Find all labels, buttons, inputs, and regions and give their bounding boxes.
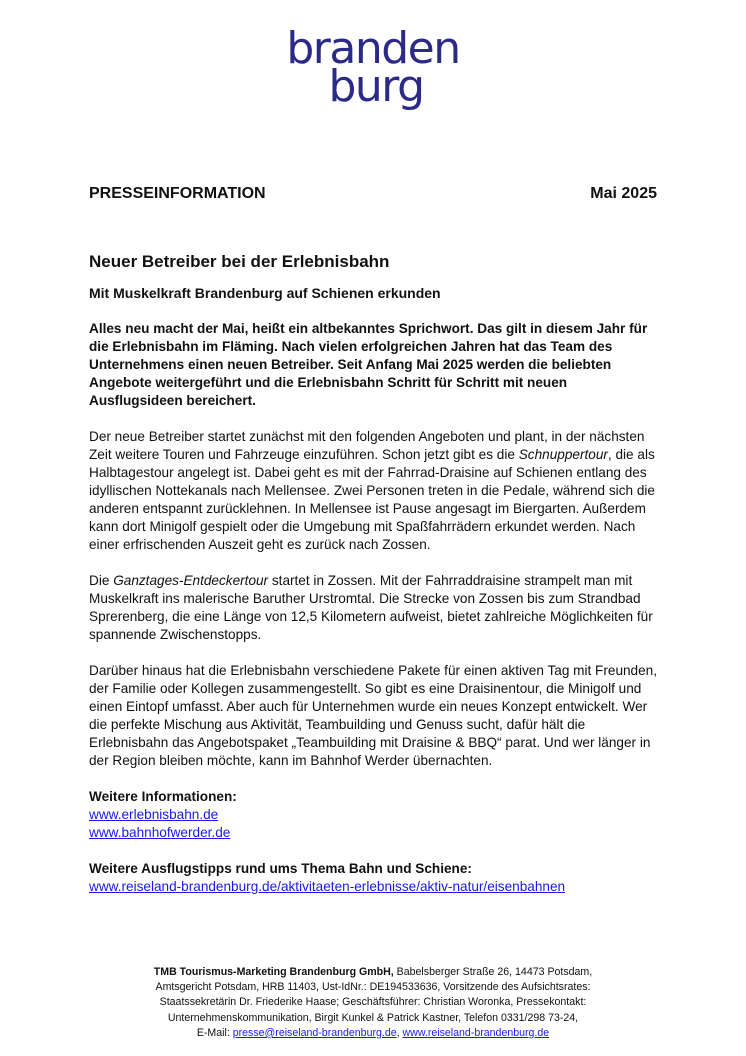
paragraph-schnuppertour bbox=[89, 428, 659, 554]
paragraph-text: Die bbox=[89, 573, 114, 588]
footer-line: Amtsgericht Potsdam, HRB 11403, Ust-IdNr.: DE194533636, Vorsitzende des Aufsichtsrates: bbox=[155, 981, 591, 994]
paragraph-text: , die als Halbtagestour angelegt ist. Dabei geht es mit der Fahrrad-Draisine auf Schienen entlang des idyllischen Nottekanals nach Mellensee. Zwei Personen treten in die Pedale, während sich die anderen entspannt zurücklehnen. In Mellensee ist Pause angesagt im Biergarten. Außerdem kann dort Minigolf gespielt oder die Umgebung mit Spaßfahrrädern erkundet werden. Nach einer erfrischenden Auszeit geht es zurück nach Zossen. bbox=[89, 447, 655, 552]
footer-website-link[interactable]: www.reiseland-brandenburg.de bbox=[402, 1026, 550, 1039]
footer-separator: , bbox=[396, 1026, 403, 1039]
document-header bbox=[89, 185, 657, 203]
link-bahnhofwerder[interactable]: www.bahnhofwerder.de bbox=[89, 825, 231, 840]
footer-line: Unternehmenskommunikation, Birgit Kunkel & Patrick Kastner, Telefon 0331/298 73-24, bbox=[167, 1011, 579, 1024]
paragraph-text: Der neue Betreiber startet zunächst mit den folgenden Angeboten und plant, in der nächsten Zeit weitere Touren und Fahrzeuge einzuführen. Schon jetzt gibt es die bbox=[89, 429, 645, 462]
footer-email-label: E-Mail: bbox=[196, 1026, 233, 1039]
tour-name-emphasis: Ganztages-Entdeckertour bbox=[113, 573, 269, 588]
footer-imprint bbox=[60, 965, 686, 1041]
article-body bbox=[89, 320, 659, 914]
footer-line bbox=[60, 965, 686, 980]
tips-section bbox=[89, 860, 659, 896]
footer-email-link[interactable]: presse@reiseland-brandenburg.de bbox=[232, 1026, 397, 1039]
lead-paragraph: Alles neu macht der Mai, heißt ein altbekanntes Sprichwort. Das gilt in diesem Jahr für die Erlebnisbahn im Fläming. Nach vielen erfolgreichen Jahren hat das Team des Unternehmens einen neuen Betreiber. Seit Anfang Mai 2025 werden die beliebten Angebote weitergeführt und die Erlebnisbahn Schritt für Schritt mit neuen Ausflugsideen bereichert. bbox=[89, 321, 648, 408]
link-erlebnisbahn[interactable]: www.erlebnisbahn.de bbox=[89, 807, 219, 822]
paragraph-pakete: Darüber hinaus hat die Erlebnisbahn verschiedene Pakete für einen aktiven Tag mit Freunden, der Familie oder Kollegen zusammengestellt. So gibt es eine Draisinentour, die Minigolf und einen Eintopf umfasst. Aber auch für Unternehmen wurde ein neues Konzept entwickelt. Wer die perfekte Mischung aus Aktivität, Teambuilding und Genuss sucht, dafür hält die Erlebnisbahn das Angebotspaket „Teambuilding mit Draisine & BBQ“ parat. Und wer länger in der Region bleiben möchte, kann im Bahnhof Werder übernachten. bbox=[89, 663, 658, 768]
brandenburg-logo bbox=[278, 23, 468, 112]
footer-address: Babelsberger Straße 26, 14473 Potsdam, bbox=[393, 966, 593, 978]
headline: Neuer Betreiber bei der Erlebnisbahn bbox=[89, 252, 390, 271]
footer-line: Staatssekretärin Dr. Friederike Haase; Geschäftsführer: Christian Woronka, Pressekontakt: bbox=[159, 996, 587, 1009]
logo-line-1: branden bbox=[286, 23, 460, 74]
document-type-label: PRESSEINFORMATION bbox=[89, 185, 266, 202]
link-reiseland-eisenbahnen[interactable]: www.reiseland-brandenburg.de/aktivitaeten-erlebnisse/aktiv-natur/eisenbahnen bbox=[89, 879, 566, 894]
document-date: Mai 2025 bbox=[590, 185, 657, 202]
paragraph-ganztagestour bbox=[89, 572, 659, 644]
footer-line bbox=[60, 1026, 686, 1041]
more-info-section bbox=[89, 788, 659, 842]
subheadline: Mit Muskelkraft Brandenburg auf Schienen erkunden bbox=[89, 285, 441, 301]
more-info-title: Weitere Informationen: bbox=[89, 789, 237, 804]
tour-name-emphasis: Schnuppertour bbox=[518, 447, 608, 462]
logo-line-2: burg bbox=[328, 61, 424, 112]
tips-title: Weitere Ausflugstipps rund ums Thema Bahn und Schiene: bbox=[89, 861, 472, 876]
paragraph-text: startet in Zossen. Mit der Fahrraddraisine strampelt man mit Muskelkraft ins malerische Baruther Urstromtal. Die Strecke von Zossen bis zum Strandbad Sprerenberg, die eine Länge von 12,5 Kilometern aufweist, bietet zahlreiche Möglichkeiten für spannende Zwischenstopps. bbox=[89, 573, 653, 642]
footer-company: TMB Tourismus-Marketing Brandenburg GmbH, bbox=[153, 966, 394, 978]
